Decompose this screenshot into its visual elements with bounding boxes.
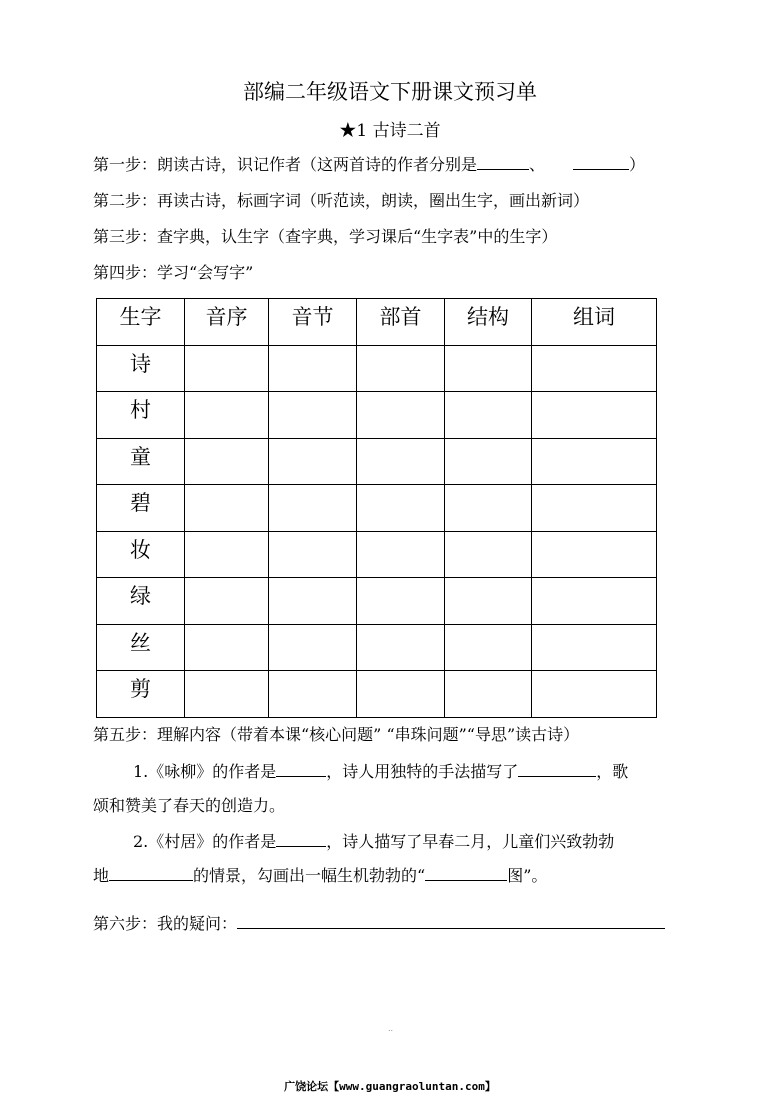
character-table: [96, 298, 657, 718]
character-cell: 村: [97, 392, 185, 439]
table-header: 生字: [97, 299, 185, 346]
table-header: 结构: [445, 299, 532, 346]
blank-cell[interactable]: [532, 438, 657, 485]
table-header: 音序: [185, 299, 269, 346]
blank-cell[interactable]: [269, 531, 357, 578]
table-row: [97, 531, 657, 578]
question-2-text-2: ，诗人描写了早春二月，儿童们兴致勃勃: [326, 832, 615, 851]
blank-cell[interactable]: [269, 671, 357, 718]
table-row: [97, 671, 657, 718]
blank-cell[interactable]: [185, 671, 269, 718]
character-cell: 丝: [97, 624, 185, 671]
table-header: 部首: [357, 299, 445, 346]
blank-cell[interactable]: [357, 531, 445, 578]
character-cell: 童: [97, 438, 185, 485]
question-2-blank-scene[interactable]: [109, 864, 193, 881]
page-title: 部编二年级语文下册课文预习单: [243, 80, 537, 104]
step-1-separator: 、: [529, 155, 546, 174]
table-header: 音节: [269, 299, 357, 346]
step-4: 第四步：学习“会写字”: [93, 263, 254, 282]
blank-cell[interactable]: [445, 392, 532, 439]
blank-cell[interactable]: [269, 485, 357, 532]
blank-cell[interactable]: [269, 345, 357, 392]
question-2-line-2: [93, 863, 547, 886]
step-1: [93, 152, 645, 175]
blank-cell[interactable]: [357, 624, 445, 671]
table-row: [97, 624, 657, 671]
blank-cell[interactable]: [532, 578, 657, 625]
question-2-blank-picture[interactable]: [425, 864, 507, 881]
question-1-line-2: 颂和赞美了春天的创造力。: [93, 796, 286, 815]
question-2-text-5: 图”。: [507, 866, 548, 885]
question-1-text-2: ，诗人用独特的手法描写了: [326, 762, 519, 781]
blank-cell[interactable]: [185, 438, 269, 485]
blank-cell[interactable]: [185, 531, 269, 578]
blank-cell[interactable]: [185, 392, 269, 439]
blank-cell[interactable]: [357, 485, 445, 532]
step-3: 第三步：查字典，认生字（查字典，学习课后“生字表”中的生字）: [93, 227, 558, 246]
blank-cell[interactable]: [357, 392, 445, 439]
blank-cell[interactable]: [185, 345, 269, 392]
table-header: 组词: [532, 299, 657, 346]
question-1-line-1: [133, 759, 628, 782]
question-2-text-3: 地: [93, 866, 110, 885]
question-1-blank-object[interactable]: [518, 760, 596, 777]
blank-cell[interactable]: [445, 531, 532, 578]
question-1-text-3: ，歌: [596, 762, 629, 781]
author-blank-1[interactable]: [477, 153, 529, 170]
character-cell: 妆: [97, 531, 185, 578]
step-1-end: ）: [629, 155, 646, 174]
blank-cell[interactable]: [445, 438, 532, 485]
step-6-text: 第六步：我的疑问：: [93, 914, 238, 933]
question-1-blank-author[interactable]: [276, 760, 326, 777]
blank-cell[interactable]: [445, 671, 532, 718]
table-row: [97, 438, 657, 485]
blank-cell[interactable]: [269, 624, 357, 671]
blank-cell[interactable]: [357, 671, 445, 718]
blank-cell[interactable]: [357, 578, 445, 625]
blank-cell[interactable]: [532, 671, 657, 718]
blank-cell[interactable]: [532, 345, 657, 392]
question-2-text: 2.《村居》的作者是: [133, 832, 277, 851]
blank-cell[interactable]: [445, 345, 532, 392]
blank-cell[interactable]: [185, 624, 269, 671]
character-cell: 剪: [97, 671, 185, 718]
step-6: [93, 911, 665, 934]
step-2: 第二步：再读古诗，标画字词（听范读，朗读，圈出生字，画出新词）: [93, 191, 590, 210]
question-2-text-4: 的情景，勾画出一幅生机勃勃的“: [193, 866, 426, 885]
question-2-blank-author[interactable]: [276, 830, 326, 847]
blank-cell[interactable]: [532, 531, 657, 578]
blank-cell[interactable]: [532, 624, 657, 671]
table-row: [97, 392, 657, 439]
step-5: 第五步：理解内容（带着本课“核心问题” “串珠问题”“导思”读古诗）: [93, 725, 580, 744]
table-header-row: [97, 299, 657, 346]
blank-cell[interactable]: [357, 345, 445, 392]
question-2-line-1: [133, 829, 614, 852]
blank-cell[interactable]: [532, 485, 657, 532]
author-blank-2[interactable]: [573, 153, 629, 170]
question-input-line[interactable]: [237, 912, 665, 929]
blank-cell[interactable]: [445, 624, 532, 671]
lesson-title: ★1 古诗二首: [339, 121, 441, 141]
table-row: [97, 485, 657, 532]
blank-cell[interactable]: [532, 392, 657, 439]
character-cell: 绿: [97, 578, 185, 625]
blank-cell[interactable]: [357, 438, 445, 485]
blank-cell[interactable]: [269, 578, 357, 625]
table-row: [97, 578, 657, 625]
blank-cell[interactable]: [445, 578, 532, 625]
blank-cell[interactable]: [445, 485, 532, 532]
character-cell: 碧: [97, 485, 185, 532]
blank-cell[interactable]: [269, 438, 357, 485]
character-cell: 诗: [97, 345, 185, 392]
blank-cell[interactable]: [185, 485, 269, 532]
step-1-text: 第一步：朗读古诗，识记作者（这两首诗的作者分别是: [93, 155, 478, 174]
footer-watermark: 广饶论坛【www.guangraoluntan.com】: [284, 1080, 496, 1093]
table-row: [97, 345, 657, 392]
blank-cell[interactable]: [269, 392, 357, 439]
page-marker: ..: [388, 1024, 394, 1033]
blank-cell[interactable]: [185, 578, 269, 625]
question-1-text: 1.《咏柳》的作者是: [133, 762, 277, 781]
